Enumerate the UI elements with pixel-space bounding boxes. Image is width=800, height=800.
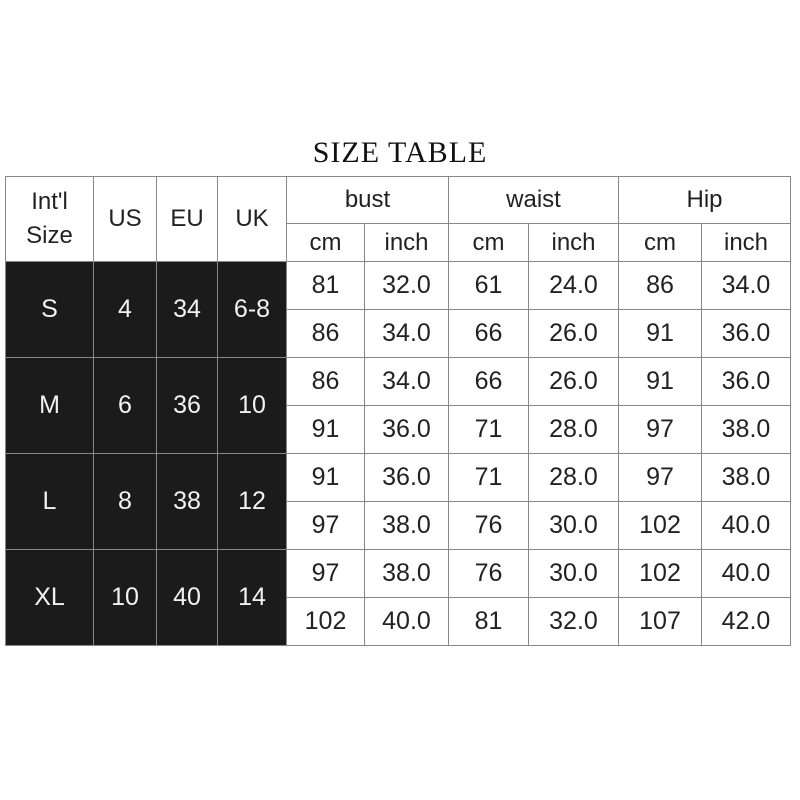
measurement-cell: 26.0 bbox=[529, 310, 619, 358]
measurement-cell: 40.0 bbox=[702, 502, 791, 550]
table-row bbox=[6, 358, 791, 406]
measurement-cell: 86 bbox=[287, 358, 365, 406]
header-waist: waist bbox=[449, 177, 619, 224]
measurement-cell: 76 bbox=[449, 550, 529, 598]
measurement-cell: 66 bbox=[449, 358, 529, 406]
measurement-cell: 66 bbox=[449, 310, 529, 358]
page-title: SIZE TABLE bbox=[312, 136, 488, 169]
measurement-cell: 34.0 bbox=[702, 262, 791, 310]
measurement-cell: 42.0 bbox=[702, 598, 791, 646]
measurement-cell: 91 bbox=[287, 406, 365, 454]
size-uk-cell: 10 bbox=[218, 358, 287, 454]
measurement-cell: 97 bbox=[619, 406, 702, 454]
size-us-cell: 4 bbox=[94, 262, 157, 358]
size-intl-cell: M bbox=[6, 358, 94, 454]
unit-bust-inch: inch bbox=[365, 224, 449, 262]
size-uk-cell: 14 bbox=[218, 550, 287, 646]
measurement-cell: 28.0 bbox=[529, 406, 619, 454]
unit-bust-cm: cm bbox=[287, 224, 365, 262]
measurement-cell: 61 bbox=[449, 262, 529, 310]
measurement-cell: 36.0 bbox=[365, 406, 449, 454]
size-us-cell: 8 bbox=[94, 454, 157, 550]
measurement-cell: 38.0 bbox=[365, 550, 449, 598]
measurement-cell: 81 bbox=[287, 262, 365, 310]
measurement-cell: 30.0 bbox=[529, 550, 619, 598]
measurement-cell: 71 bbox=[449, 454, 529, 502]
size-uk-cell: 12 bbox=[218, 454, 287, 550]
measurement-cell: 32.0 bbox=[529, 598, 619, 646]
measurement-cell: 76 bbox=[449, 502, 529, 550]
measurement-cell: 34.0 bbox=[365, 310, 449, 358]
size-eu-cell: 34 bbox=[157, 262, 218, 358]
size-eu-cell: 40 bbox=[157, 550, 218, 646]
size-us-cell: 6 bbox=[94, 358, 157, 454]
header-intl-line1: Int'l bbox=[31, 188, 68, 215]
size-us-cell: 10 bbox=[94, 550, 157, 646]
measurement-cell: 91 bbox=[287, 454, 365, 502]
measurement-cell: 38.0 bbox=[702, 454, 791, 502]
measurement-cell: 71 bbox=[449, 406, 529, 454]
measurement-cell: 102 bbox=[287, 598, 365, 646]
measurement-cell: 38.0 bbox=[702, 406, 791, 454]
measurement-cell: 91 bbox=[619, 310, 702, 358]
measurement-cell: 97 bbox=[287, 550, 365, 598]
header-uk: UK bbox=[218, 177, 287, 262]
measurement-cell: 97 bbox=[619, 454, 702, 502]
measurement-cell: 28.0 bbox=[529, 454, 619, 502]
measurement-cell: 36.0 bbox=[702, 358, 791, 406]
measurement-cell: 26.0 bbox=[529, 358, 619, 406]
measurement-cell: 102 bbox=[619, 550, 702, 598]
unit-waist-cm: cm bbox=[449, 224, 529, 262]
size-intl-cell: L bbox=[6, 454, 94, 550]
measurement-cell: 36.0 bbox=[365, 454, 449, 502]
size-intl-cell: S bbox=[6, 262, 94, 358]
measurement-cell: 32.0 bbox=[365, 262, 449, 310]
measurement-cell: 91 bbox=[619, 358, 702, 406]
measurement-cell: 36.0 bbox=[702, 310, 791, 358]
header-intl-line2: Size bbox=[26, 222, 73, 249]
measurement-cell: 102 bbox=[619, 502, 702, 550]
size-eu-cell: 36 bbox=[157, 358, 218, 454]
table-row bbox=[6, 550, 791, 598]
unit-hip-inch: inch bbox=[702, 224, 791, 262]
table-row bbox=[6, 454, 791, 502]
size-intl-cell: XL bbox=[6, 550, 94, 646]
size-uk-cell: 6-8 bbox=[218, 262, 287, 358]
measurement-cell: 30.0 bbox=[529, 502, 619, 550]
measurement-cell: 97 bbox=[287, 502, 365, 550]
measurement-cell: 34.0 bbox=[365, 358, 449, 406]
measurement-cell: 40.0 bbox=[365, 598, 449, 646]
header-bust: bust bbox=[287, 177, 449, 224]
size-table bbox=[5, 176, 791, 646]
header-eu: EU bbox=[157, 177, 218, 262]
measurement-cell: 86 bbox=[287, 310, 365, 358]
measurement-cell: 38.0 bbox=[365, 502, 449, 550]
table-row bbox=[6, 262, 791, 310]
unit-hip-cm: cm bbox=[619, 224, 702, 262]
measurement-cell: 24.0 bbox=[529, 262, 619, 310]
measurement-cell: 107 bbox=[619, 598, 702, 646]
measurement-cell: 40.0 bbox=[702, 550, 791, 598]
measurement-cell: 86 bbox=[619, 262, 702, 310]
unit-waist-inch: inch bbox=[529, 224, 619, 262]
measurement-cell: 81 bbox=[449, 598, 529, 646]
header-intl-size bbox=[6, 177, 94, 262]
header-row bbox=[6, 177, 791, 224]
header-hip: Hip bbox=[619, 177, 791, 224]
header-us: US bbox=[94, 177, 157, 262]
size-eu-cell: 38 bbox=[157, 454, 218, 550]
